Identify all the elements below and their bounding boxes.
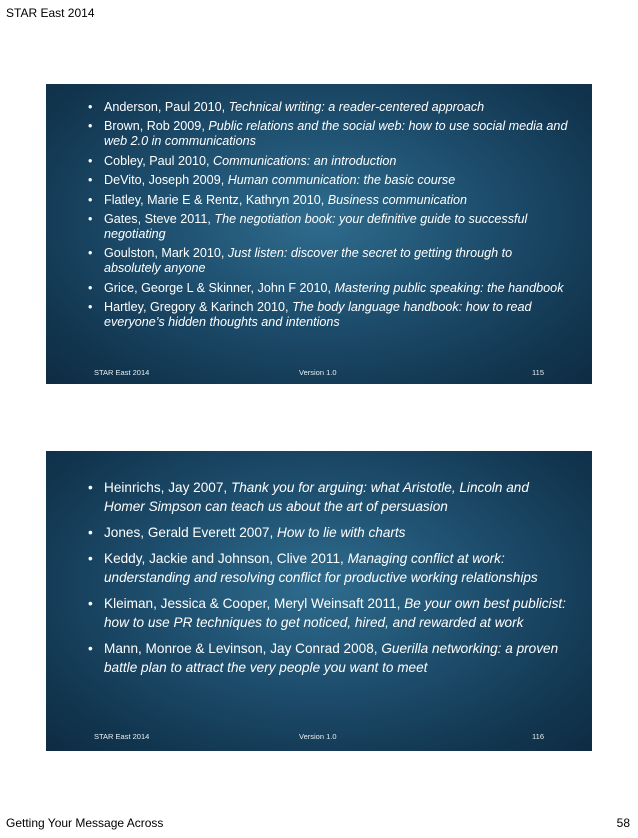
reference-title: Communications: an introduction xyxy=(212,153,397,168)
reference-author: Brown, Rob 2009, xyxy=(104,119,209,134)
reference-title: Be your own best publicist: how to use PR techniques to get noticed, hired, and rewarded at work xyxy=(104,596,566,630)
reference-author: Anderson, Paul 2010, xyxy=(104,100,229,114)
slide-116 xyxy=(46,451,592,751)
reference-item xyxy=(86,212,572,242)
reference-list xyxy=(86,100,572,335)
reference-title: Just listen: discover the secret to getting through to absolutely anyone xyxy=(104,246,513,276)
slide-footer-version: Version 1.0 xyxy=(299,732,337,741)
reference-title: Technical writing: a reader-centered approach xyxy=(228,100,485,114)
reference-author: Cobley, Paul 2010, xyxy=(104,153,213,168)
reference-list xyxy=(86,478,572,684)
reference-item xyxy=(86,193,572,208)
reference-author: Jones, Gerald Everett 2007, xyxy=(104,525,278,540)
reference-title: Managing conflict at work: understanding and resolving conflict for productive working relationships xyxy=(104,551,538,585)
reference-author: DeVito, Joseph 2009, xyxy=(104,173,228,188)
reference-item xyxy=(86,300,572,330)
reference-title: The negotiation book: your definitive guide to successful negotiating xyxy=(104,211,528,241)
reference-author: Goulston, Mark 2010, xyxy=(104,246,228,261)
reference-title: The body language handbook: how to read everyone’s hidden thoughts and intentions xyxy=(104,300,532,330)
reference-item xyxy=(86,478,572,516)
reference-author: Hartley, Gregory & Karinch 2010, xyxy=(104,300,293,315)
reference-item xyxy=(86,594,572,632)
reference-title: Public relations and the social web: how to use social media and web 2.0 in communications xyxy=(104,119,568,149)
slide-115 xyxy=(46,84,592,384)
slide-number: 116 xyxy=(532,732,544,741)
reference-author: Gates, Steve 2011, xyxy=(104,211,215,226)
slide-footer-event: STAR East 2014 xyxy=(94,732,150,741)
reference-author: Kleiman, Jessica & Cooper, Meryl Weinsaft 2011, xyxy=(104,596,405,611)
reference-item xyxy=(86,100,572,115)
reference-author: Flatley, Marie E & Rentz, Kathryn 2010, xyxy=(104,192,328,207)
reference-author: Grice, George L & Skinner, John F 2010, xyxy=(104,280,335,295)
slide-number: 115 xyxy=(532,368,544,377)
reference-item xyxy=(86,119,572,149)
reference-item xyxy=(86,549,572,587)
page-footer-title: Getting Your Message Across xyxy=(6,816,164,830)
reference-item xyxy=(86,281,572,296)
reference-title: Guerilla networking: a proven battle plan to attract the very people you want to meet xyxy=(104,641,559,675)
reference-item xyxy=(86,639,572,677)
reference-author: Heinrichs, Jay 2007, xyxy=(104,480,231,495)
slide-footer-event: STAR East 2014 xyxy=(94,368,150,377)
reference-item xyxy=(86,246,572,276)
reference-item xyxy=(86,523,572,542)
reference-item xyxy=(86,173,572,188)
page-header: STAR East 2014 xyxy=(6,6,95,20)
reference-title: Human communication: the basic course xyxy=(227,173,456,188)
reference-author: Keddy, Jackie and Johnson, Clive 2011, xyxy=(104,551,348,566)
reference-title: Thank you for arguing: what Aristotle, Lincoln and Homer Simpson can teach us about the art of persuasion xyxy=(104,480,529,514)
page-number: 58 xyxy=(616,816,630,830)
reference-author: Mann, Monroe & Levinson, Jay Conrad 2008, xyxy=(104,641,382,656)
reference-title: Mastering public speaking: the handbook xyxy=(334,280,564,295)
reference-title: How to lie with charts xyxy=(277,525,406,540)
slide-footer-version: Version 1.0 xyxy=(299,368,337,377)
reference-title: Business communication xyxy=(327,192,468,207)
reference-item xyxy=(86,154,572,169)
